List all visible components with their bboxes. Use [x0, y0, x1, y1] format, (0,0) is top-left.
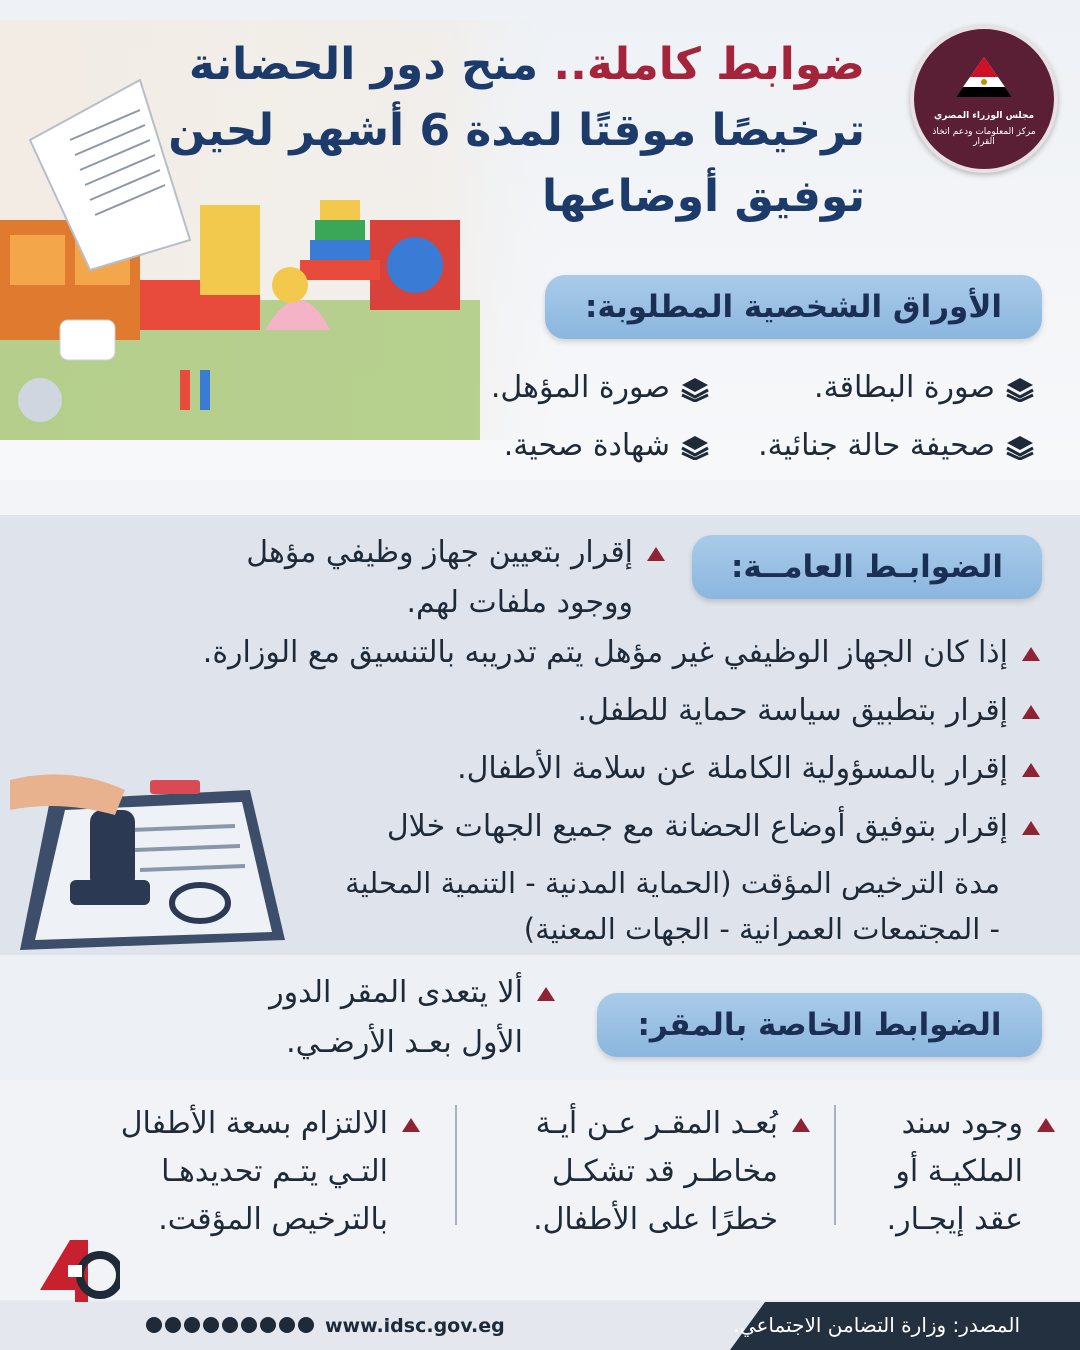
general-item-staff: [205, 528, 665, 628]
general-item-text: إذا كان الجهاز الوظيفي غير مؤهل يتم تدريبه بالتنسيق مع الوزارة.: [202, 635, 1008, 670]
soundcloud-icon[interactable]: [241, 1317, 257, 1333]
general-item-staff-line2: ووجود ملفات لهم.: [406, 585, 633, 620]
title-line2: ترخيصًا موقتًا لمدة 6 أشهر لحين: [168, 105, 865, 156]
hq-item-capacity: [80, 1100, 420, 1244]
telegram-icon[interactable]: [260, 1317, 276, 1333]
x-icon[interactable]: [165, 1317, 181, 1333]
hq-item-hazards: [500, 1100, 810, 1244]
hq-ownership-line3: عقد إيجـار.: [886, 1202, 1023, 1237]
settlement-cont-line1: مدة الترخيص المؤقت (الحماية المدنية - التنمية المحلية: [345, 866, 1000, 900]
social-icons: [146, 1317, 314, 1333]
hq-heading: الضوابط الخاصة بالمقر:: [597, 993, 1042, 1057]
layers-icon: [680, 434, 710, 460]
hq-capacity-line2: التـي يتـم تحديدهـا: [161, 1154, 388, 1189]
triangle-bullet-icon: [792, 1118, 810, 1132]
tiktok-icon[interactable]: [298, 1317, 314, 1333]
hq-item-ownership: [855, 1100, 1055, 1244]
stamp-illustration: [10, 770, 290, 955]
hq-capacity-line1: الالتزام بسعة الأطفال: [120, 1106, 388, 1141]
doc-item-label: صحيفة حالة جنائية.: [758, 428, 995, 463]
hq-hazards-line1: بُعـد المقـر عـن أيـة: [535, 1106, 778, 1141]
doc-item-label: صورة البطاقة.: [814, 370, 995, 405]
column-divider: [455, 1105, 457, 1225]
general-item-staff-line1: إقرار بتعيين جهاز وظيفي مؤهل: [246, 535, 633, 570]
layers-icon: [680, 376, 710, 402]
triangle-bullet-icon: [1022, 821, 1040, 835]
source-text: المصدر: وزارة التضامن الاجتماعي.: [733, 1313, 1020, 1337]
general-item-child-protection: [80, 686, 1040, 736]
logo-line1: مجلس الوزراء المصري: [933, 111, 1035, 121]
column-divider: [834, 1105, 836, 1225]
title-line1: [145, 32, 865, 98]
hq-ownership-line2: الملكيـة أو: [895, 1154, 1023, 1189]
facebook-icon[interactable]: [146, 1317, 162, 1333]
layers-icon: [1005, 434, 1035, 460]
logo-line2: مركز المعلومات ودعم اتخاذ القرار: [932, 127, 1036, 147]
idsc-logo: [910, 25, 1058, 173]
general-item-training: [80, 628, 1040, 678]
layers-icon: [1005, 376, 1035, 402]
general-item-text: إقرار بتطبيق سياسة حماية للطفل.: [577, 693, 1008, 728]
website-link[interactable]: www.idsc.gov.eg: [325, 1315, 505, 1337]
linkedin-icon[interactable]: [203, 1317, 219, 1333]
title-line1-rest: منح دور الحضانة: [188, 39, 554, 90]
hq-hazards-line3: خطرًا على الأطفال.: [533, 1202, 778, 1237]
triangle-bullet-icon: [537, 987, 555, 1001]
doc-item-label: شهادة صحية.: [503, 428, 670, 463]
whatsapp-icon[interactable]: [279, 1317, 295, 1333]
triangle-bullet-icon: [1037, 1118, 1055, 1132]
title-accent: ضوابط كاملة..: [553, 39, 865, 90]
hq-ownership-line1: وجود سند: [901, 1106, 1023, 1141]
doc-item-health-certificate: [504, 428, 710, 463]
general-item-text: إقرار بتوفيق أوضاع الحضانة مع جميع الجهات خلال: [386, 809, 1008, 844]
general-heading: الضوابـط العامــة:: [692, 535, 1042, 599]
hq-item-floor-line2: الأول بعـد الأرضـي.: [286, 1025, 523, 1060]
settlement-cont-line2: - المجتمعات العمرانية - الجهات المعنية): [523, 912, 1000, 946]
triangle-bullet-icon: [402, 1118, 420, 1132]
triangle-bullet-icon: [1022, 705, 1040, 719]
hq-capacity-line3: بالترخيص المؤقت.: [158, 1202, 388, 1237]
general-item-text: إقرار بالمسؤولية الكاملة عن سلامة الأطفال.: [457, 751, 1008, 786]
triangle-bullet-icon: [647, 547, 665, 561]
title-line3: توفيق أوضاعها: [542, 171, 865, 222]
hq-item-floor: [235, 968, 555, 1068]
doc-item-criminal-record: [758, 428, 1035, 463]
doc-item-qualification: [491, 370, 710, 405]
doc-item-id-card: [814, 370, 1035, 405]
hq-hazards-line2: مخاطـر قد تشكـل: [551, 1154, 778, 1189]
general-item-settlement-continued: [240, 860, 1000, 952]
hq-item-floor-line1: ألا يتعدى المقر الدور: [269, 975, 523, 1010]
youtube-icon[interactable]: [222, 1317, 238, 1333]
egypt-flag-icon: [956, 57, 1012, 97]
doc-item-label: صورة المؤهل.: [490, 370, 670, 405]
triangle-bullet-icon: [1022, 763, 1040, 777]
instagram-icon[interactable]: [184, 1317, 200, 1333]
triangle-bullet-icon: [1022, 647, 1040, 661]
documents-heading: الأوراق الشخصية المطلوبة:: [545, 275, 1042, 339]
page-title: [145, 32, 865, 230]
